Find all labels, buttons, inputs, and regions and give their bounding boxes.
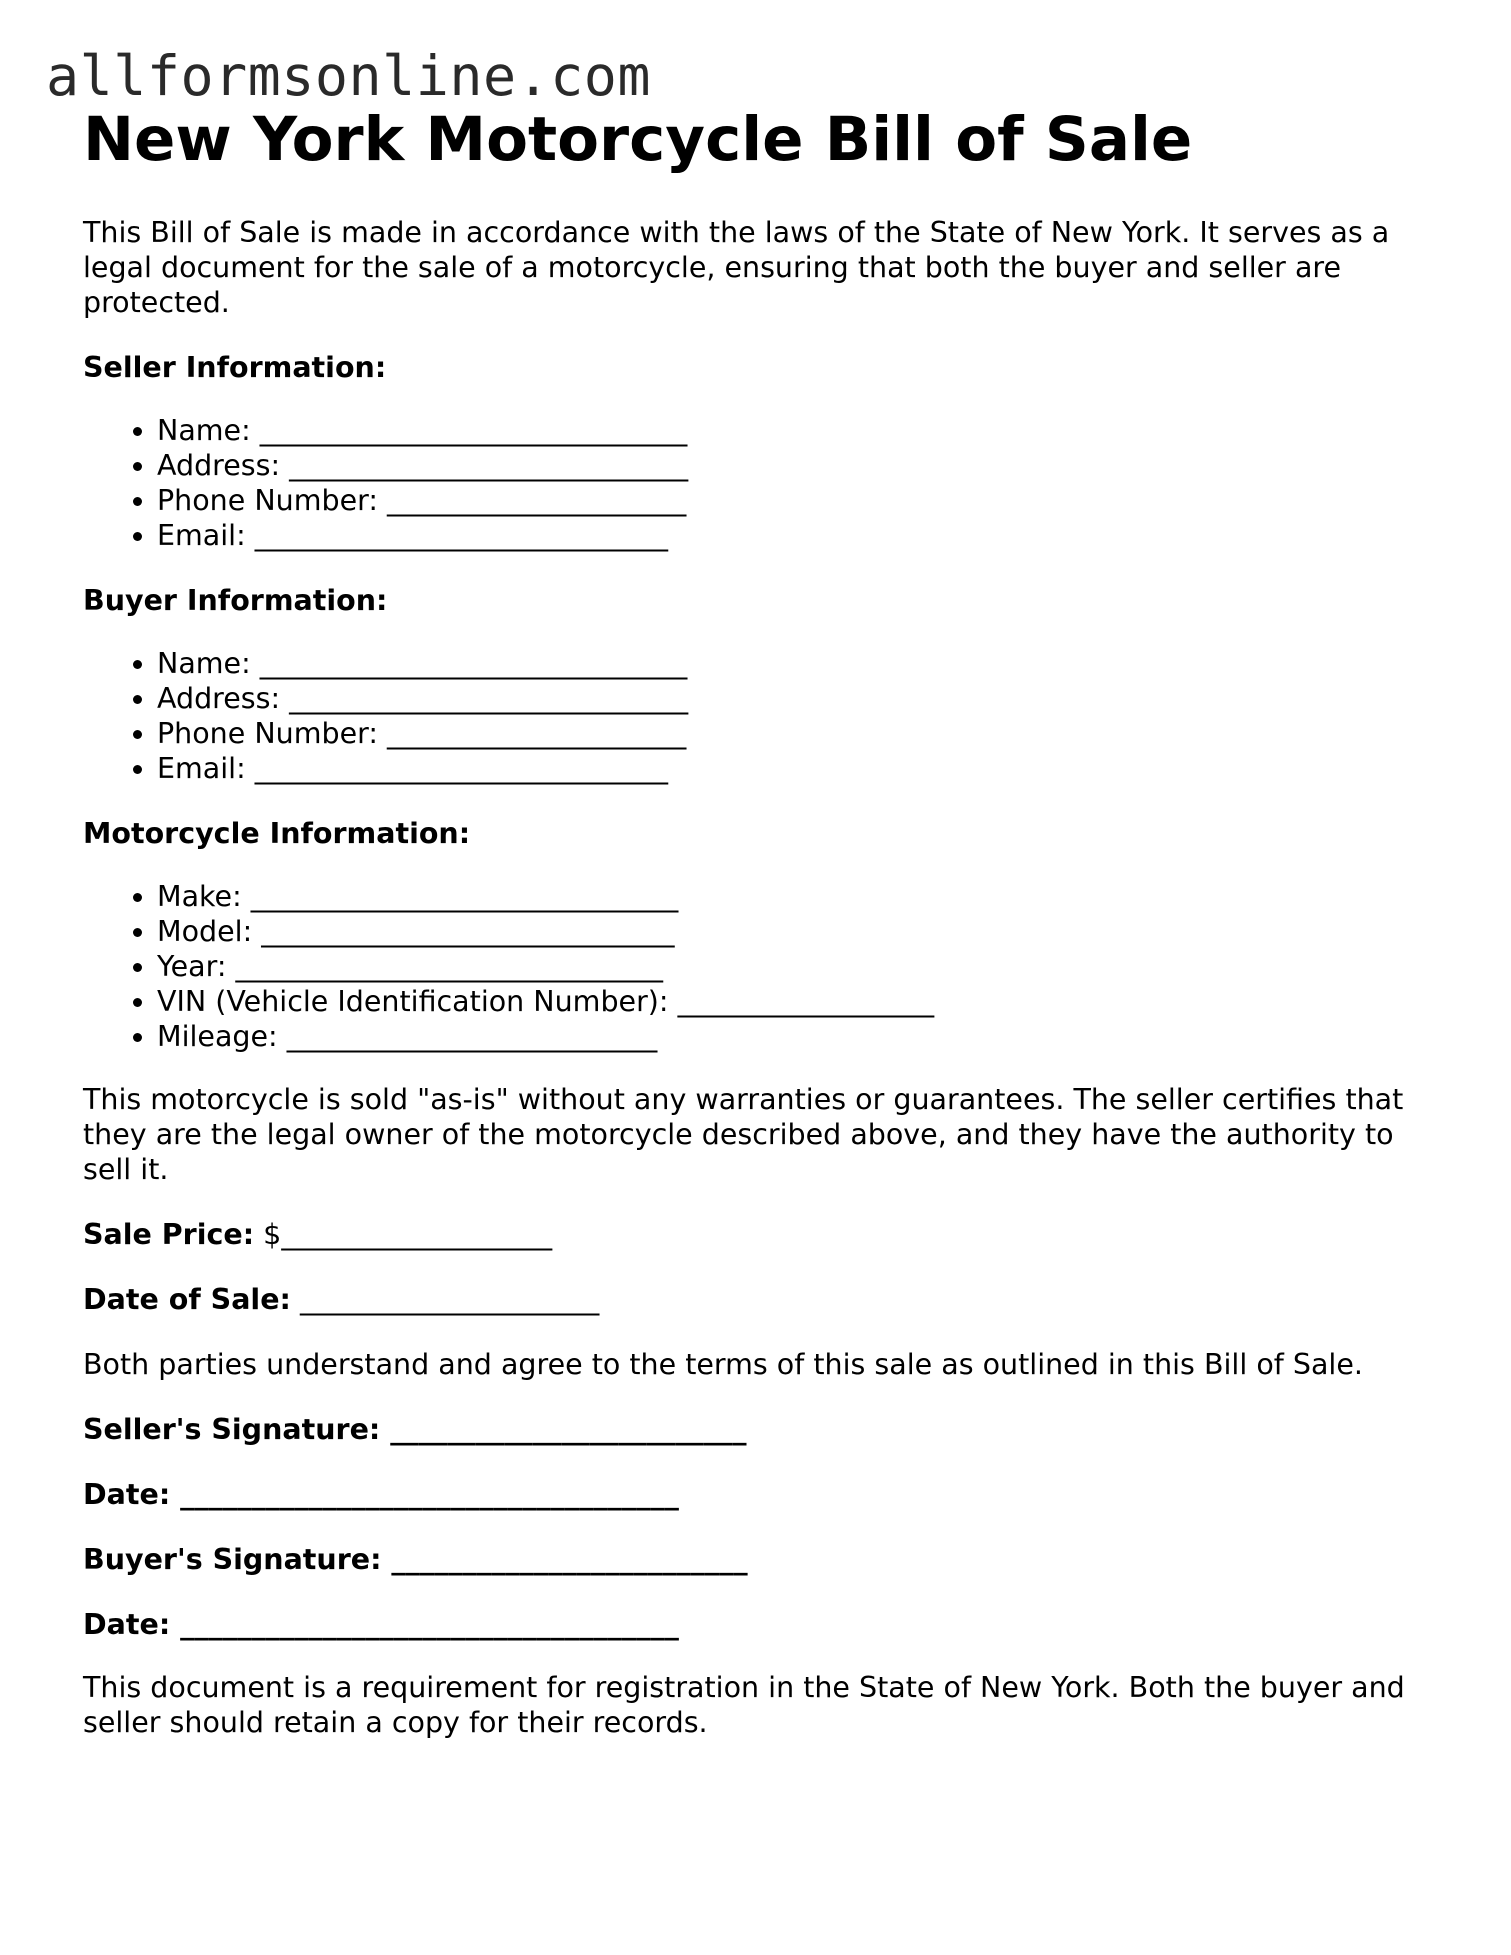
seller-signature-label: Seller's Signature: bbox=[83, 1413, 381, 1446]
buyer-info-list bbox=[83, 646, 1443, 786]
seller-email-field[interactable]: • Email: _____________________________ bbox=[157, 518, 1443, 553]
as-is-paragraph: This motorcycle is sold "as-is" without any warranties or guarantees. The seller certifies that they are the legal owner of the motorcycle described above, and they have the authority to sell it. bbox=[83, 1083, 1404, 1186]
buyer-name-field[interactable]: • Name: ______________________________ bbox=[157, 646, 1443, 681]
footer-paragraph: This document is a requirement for registration in the State of New York. Both the buyer and seller should retain a copy for their records. bbox=[83, 1671, 1405, 1739]
sale-price-blank[interactable]: $___________________ bbox=[254, 1218, 553, 1251]
sale-price-field[interactable] bbox=[83, 1217, 1443, 1252]
buyer-date-label: Date: bbox=[83, 1608, 171, 1641]
bill-of-sale-document bbox=[83, 103, 1443, 1740]
buyer-section-heading: Buyer Information: bbox=[83, 584, 388, 617]
motorcycle-make-field[interactable]: • Make: ______________________________ bbox=[157, 879, 1443, 914]
date-of-sale-field[interactable] bbox=[83, 1282, 1443, 1317]
watermark: allformsonline.com bbox=[46, 44, 652, 108]
seller-signature-blank[interactable]: _________________________ bbox=[380, 1413, 747, 1446]
page-title: New York Motorcycle Bill of Sale bbox=[83, 104, 1193, 175]
seller-date-label: Date: bbox=[83, 1478, 171, 1511]
motorcycle-info-list bbox=[83, 879, 1443, 1054]
motorcycle-vin-field[interactable]: • VIN (Vehicle Identification Number): __________________ bbox=[157, 984, 1443, 1019]
intro-paragraph: This Bill of Sale is made in accordance with the laws of the State of New York. It serves as a legal document for the sale of a motorcycle, ensuring that both the buyer and seller are protected. bbox=[83, 216, 1390, 319]
buyer-date-blank[interactable]: ___________________________________ bbox=[170, 1608, 679, 1641]
seller-section-heading: Seller Information: bbox=[83, 351, 387, 384]
seller-signature-field[interactable] bbox=[83, 1412, 1443, 1447]
motorcycle-mileage-field[interactable]: • Mileage: __________________________ bbox=[157, 1019, 1443, 1054]
buyer-address-field[interactable]: • Address: ____________________________ bbox=[157, 681, 1443, 716]
seller-date-field[interactable] bbox=[83, 1477, 1443, 1512]
buyer-signature-label: Buyer's Signature: bbox=[83, 1543, 382, 1576]
date-of-sale-blank[interactable]: _____________________ bbox=[290, 1283, 600, 1316]
buyer-phone-field[interactable]: • Phone Number: _____________________ bbox=[157, 716, 1443, 751]
seller-address-field[interactable]: • Address: ____________________________ bbox=[157, 448, 1443, 483]
motorcycle-section-heading: Motorcycle Information: bbox=[83, 817, 471, 850]
seller-name-field[interactable]: • Name: ______________________________ bbox=[157, 413, 1443, 448]
buyer-signature-blank[interactable]: _________________________ bbox=[381, 1543, 748, 1576]
motorcycle-year-field[interactable]: • Year: ______________________________ bbox=[157, 949, 1443, 984]
seller-phone-field[interactable]: • Phone Number: _____________________ bbox=[157, 483, 1443, 518]
buyer-date-field[interactable] bbox=[83, 1607, 1443, 1642]
seller-info-list bbox=[83, 413, 1443, 553]
seller-date-blank[interactable]: ___________________________________ bbox=[170, 1478, 679, 1511]
date-of-sale-label: Date of Sale: bbox=[83, 1283, 291, 1316]
buyer-email-field[interactable]: • Email: _____________________________ bbox=[157, 751, 1443, 786]
buyer-signature-field[interactable] bbox=[83, 1542, 1443, 1577]
motorcycle-model-field[interactable]: • Model: _____________________________ bbox=[157, 914, 1443, 949]
agreement-paragraph: Both parties understand and agree to the terms of this sale as outlined in this Bill of Sale. bbox=[83, 1348, 1363, 1381]
sale-price-label: Sale Price: bbox=[83, 1218, 255, 1251]
